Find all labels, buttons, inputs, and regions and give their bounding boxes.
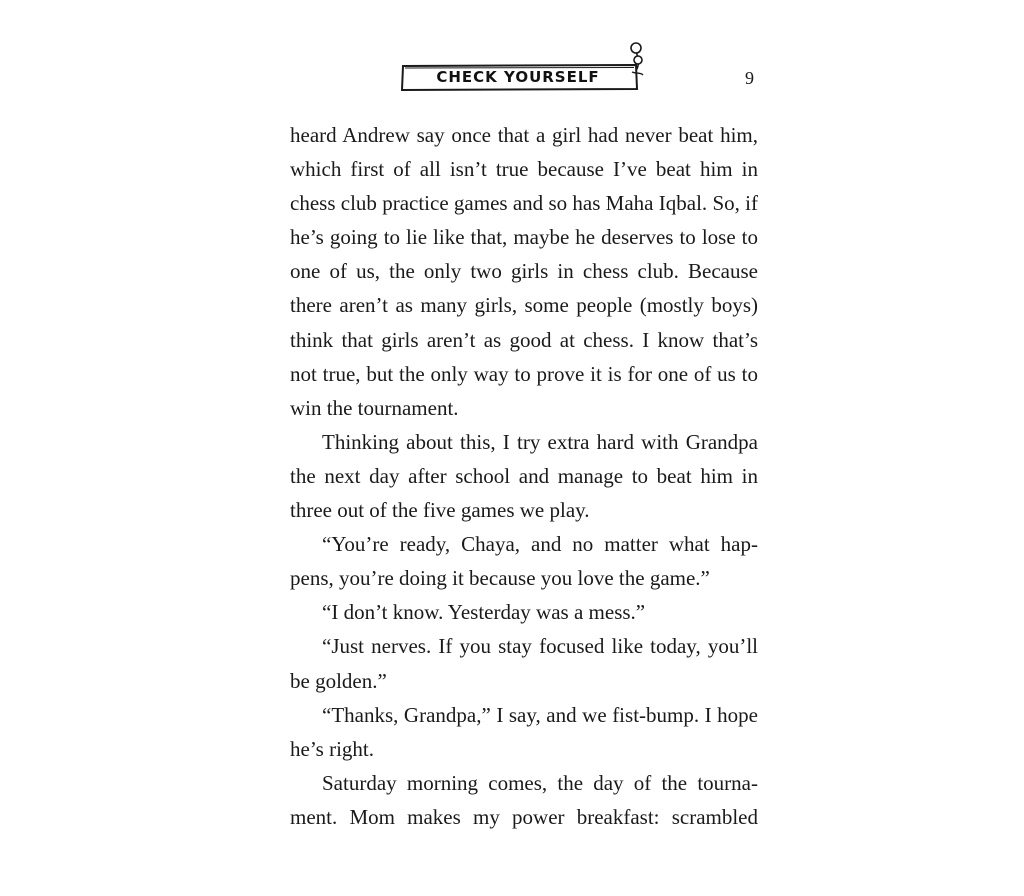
page-number: 9 — [745, 68, 754, 88]
paragraph: Thinking about this, I try extra hard with Grandpa the next day after school and manage to beat him in three out of the five games we play. — [290, 429, 758, 523]
body-text — [290, 118, 758, 834]
paragraph: “You’re ready, Chaya, and no matter what hap-pens, you’re doing it because you love the game.” — [290, 532, 758, 591]
paragraph-continued: heard Andrew say once that a girl had never beat him, which first of all isn’t true because I’ve beat him in chess club practice games and so has Maha Iqbal. So, if he’s going to lie like that, maybe he deserves to lose to one of us, the only two girls in chess club. Because there aren’t as many girls, some people (mostly boys) think that girls aren’t as good at chess. I know that’s not true, but the only way to prove it is for one of us to win the tournament. — [290, 123, 758, 420]
paragraph: “Just nerves. If you stay focused like today, you’ll be golden.” — [290, 634, 758, 693]
running-title: CHECK YOURSELF — [436, 68, 600, 86]
running-header-tag — [400, 62, 648, 92]
paragraph: Saturday morning comes, the day of the tourna-ment. Mom makes my power breakfast: scrambled — [290, 770, 758, 829]
paragraph: “Thanks, Grandpa,” I say, and we fist-bump. I hope he’s right. — [290, 702, 758, 761]
paragraph: “I don’t know. Yesterday was a mess.” — [322, 600, 646, 625]
